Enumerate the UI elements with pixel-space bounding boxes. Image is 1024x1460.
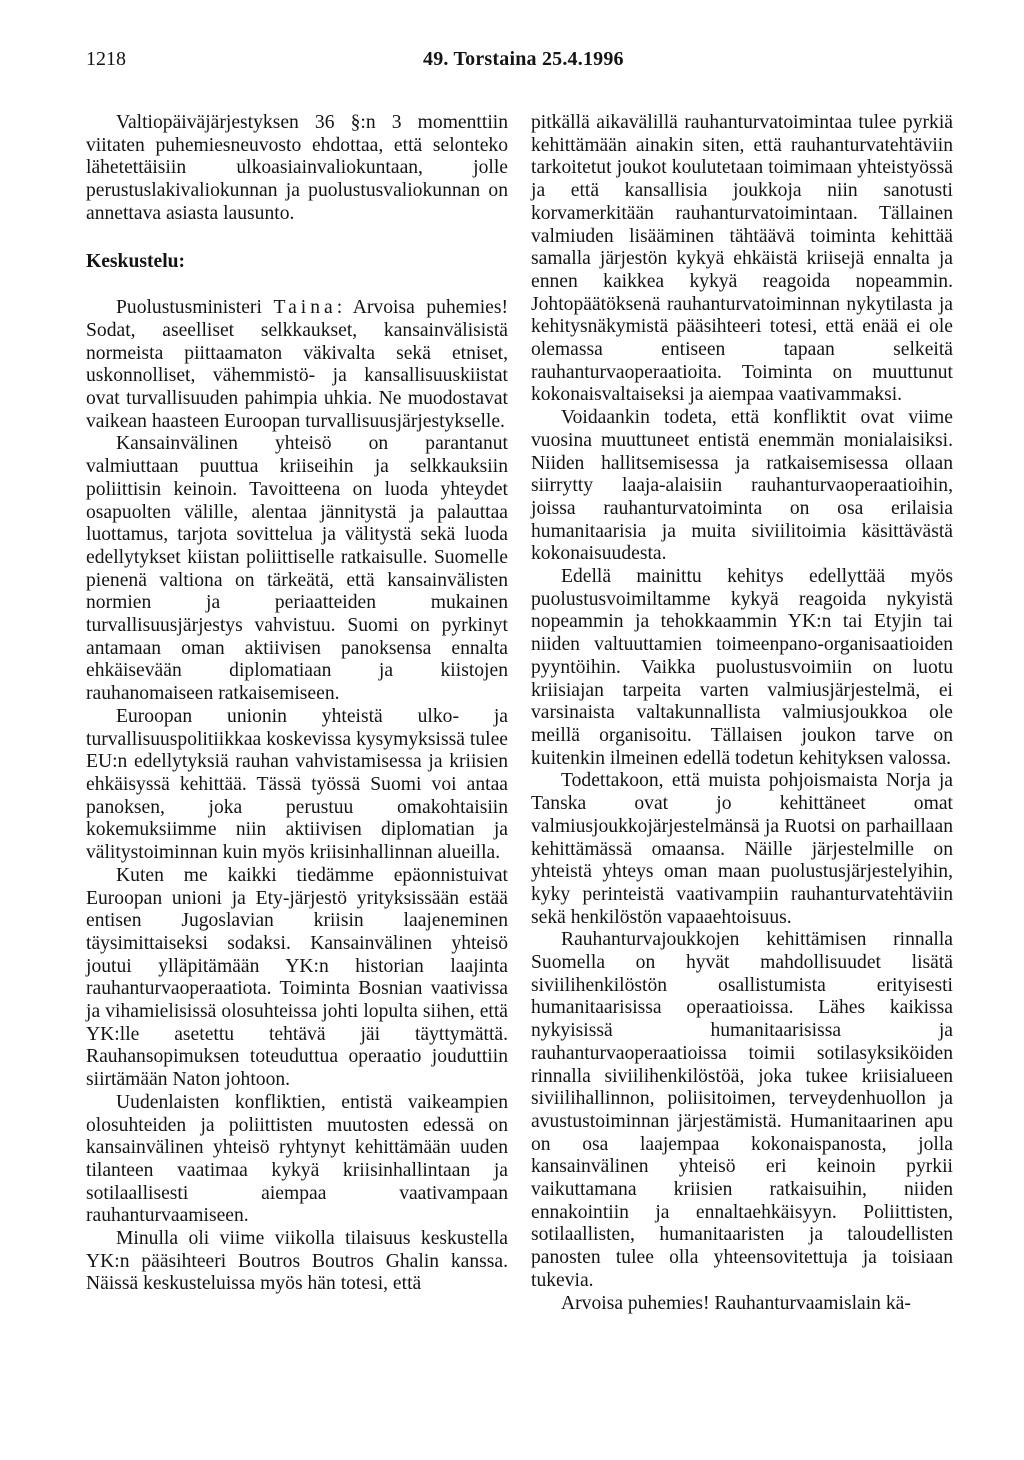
- body-paragraph: Kansainvälinen yhteisö on parantanut valmiuttaan puuttua kriiseihin ja selkkauksiin poliittisin keinoin. Tavoitteena on luoda yhteydet osapuolten välille, alentaa jännitystä ja palauttaa luottamus, tarjota sovittelua ja välitystä sekä luoda edellytykset kiistan poliittiselle ratkaisulle. Suomelle pienenä valtiona on tärkeätä, että kansainvälisten normien ja periaatteiden mukainen turvallisuusjärjestys vahvistuu. Suomi on pyrkinyt antamaan oman aktiivisen panoksensa ennalta ehkäisevään diplomatiaan ja kiistojen rauhanomaiseen ratkaisemiseen.: [86, 433, 508, 705]
- speaker-name: Taina: [273, 297, 337, 319]
- body-paragraph: Uudenlaisten konfliktien, entistä vaikeampien olosuhteiden ja poliittisten muutosten edessä on kansainvälinen yhteisö ryhtynyt kehittämään uuden tilanteen vaatimaa kykyä kriisinhallintaan ja sotilaallisesti aiempaa vaativampaan rauhanturvaamiseen.: [86, 1091, 508, 1227]
- speech-opening-text: : Arvoisa puhemies! Sodat, aseelliset selkkaukset, kansainvälisistä normeista piittaamaton väkivalta sekä etniset, uskonnolliset, vähemmistö- ja kansallisuuskiistat ovat turvallisuuden pahimpia uhkia. Ne muodostavat vaikean haasteen Euroopan turvallisuusjärjestykselle.: [86, 297, 508, 432]
- body-paragraph: Minulla oli viime viikolla tilaisuus keskustella YK:n pääsihteeri Boutros Boutros Ghalin kanssa. Näissä keskusteluissa myös hän totesi, että: [86, 1228, 508, 1295]
- left-column: [86, 112, 508, 1296]
- body-paragraph: Edellä mainittu kehitys edellyttää myös puolustusvoimiltamme kykyä reagoida nykyistä nopeammin ja tehokkaammin YK:n tai Etyjin tai niiden valtuuttamien toimeenpano-organisaatioiden pyyntöihin. Vaikka puolustusvoimiin on luotu kriisiajan tarpeita varten valmiusjärjestelmä, ei varsinaista valtakunnallista valmiusjoukkoa ole meillä organisoitu. Tällaisen joukon tarve on kuitenkin ilmeinen edellä todetun kehityksen valossa.: [531, 566, 953, 769]
- right-column: [531, 112, 953, 1315]
- body-paragraph: Kuten me kaikki tiedämme epäonnistuivat Euroopan unioni ja Ety-järjestö yrityksissään estää entisen Jugoslavian kriisin laajeneminen täysimittaiseksi sodaksi. Kansainvälinen yhteisö joutui ylläpitämään YK:n historian laajinta rauhanturvaoperaatiota. Toiminta Bosnian vaativissa ja vihamielisissä olosuhteissa johti lopulta siihen, että YK:lle asetettu tehtävä jäi täyttymättä. Rauhansopimuksen toteuduttua operaatio jouduttiin siirtämään Naton johtoon.: [86, 864, 508, 1091]
- page-number: 1218: [86, 48, 126, 70]
- running-title: 49. Torstaina 25.4.1996: [423, 48, 624, 70]
- body-paragraph: Voidaankin todeta, että konfliktit ovat viime vuosina muuttuneet entistä enemmän monialaisiksi. Niiden hallitsemisessa ja ratkaisemisessa ollaan siirrytty laaja-alaisiin rauhanturvaoperaatioihin, joissa rauhanturvatoiminta on osa erilaisia humanitaarisia ja muita siviilitoimia käsittävästä kokonaisuudesta.: [531, 407, 953, 565]
- body-paragraph: Euroopan unionin yhteistä ulko- ja turvallisuuspolitiikkaa koskevissa kysymyksissä tulee EU:n edellytyksiä rauhan vahvistamisessa ja kriisien ehkäisyssä kehittää. Tässä työssä Suomi voi antaa panoksen, joka perustuu omakohtaisiin kokemuksiimme niin aktiivisen diplomatian ja välitystoiminnan kuin myös kriisinhallinnan alueilla.: [86, 705, 508, 864]
- body-paragraph: Arvoisa puhemies! Rauhanturvaamislain kä-: [561, 1292, 911, 1314]
- intro-paragraph: Valtiopäiväjärjestyksen 36 §:n 3 momenttiin viitaten puhemiesneuvosto ehdottaa, että selonteko lähetettäisiin ulkoasiainvaliokuntaan, jolle perustuslakivaliokunnan ja puolustusvaliokunnan on annettava asiasta lausunto.: [86, 112, 508, 224]
- body-paragraph: Todettakoon, että muista pohjoismaista Norja ja Tanska ovat jo kehittäneet omat valmiusjoukkojärjestelmänsä ja Ruotsi on parhaillaan kehittämässä omaansa. Näille järjestelmille on yhteistä yhteys oman maan puolustusjärjestelyihin, kyky perinteistä vaativampiin rauhanturvatehtäviin sekä henkilöstön vapaaehtoisuus.: [531, 770, 953, 928]
- section-heading: Keskustelu:: [86, 250, 186, 272]
- body-paragraph: Rauhanturvajoukkojen kehittämisen rinnalla Suomella on hyvät mahdollisuudet lisätä siviilihenkilöstön osallistumista erityisesti humanitaarisissa operaatioissa. Lähes kaikissa nykyisissä humanitaarisissa ja rauhanturvaoperaatioissa toimii sotilasyksiköiden rinnalla siviilihenkilöstöä, joka tukee kriisialueen siviilihallinnon, poliisitoimen, terveydenhuollon ja avustustoiminnan järjestämistä. Humanitaarinen apu on osa laajempaa kokonaispanosta, jolla kansainvälinen yhteisö eri keinoin pyrkii vaikuttamana kriisien ratkaisuihin, niiden ennakointiin ja ennaltaehkäisyyn. Poliittisten, sotilaallisten, humanitaaristen ja taloudellisten panosten tulee olla yhteensovitettuja ja toisiaan tukevia.: [531, 929, 953, 1291]
- continued-paragraph: pitkällä aikavälillä rauhanturvatoimintaa tulee pyrkiä kehittämään ainakin siten, että rauhanturvatehtäviin tarkoitetut joukot koulutetaan toimimaan yhteistyössä ja että kansallisia joukkoja niin sanotusti korvamerkitään rauhanturvatoimintaan. Tällainen valmiuden lisääminen tähtäävä toiminta kehittää samalla järjestön kykyä ehkäistä kriisejä ennalta ja ennen kaikkea kykyä reagoida nopeammin. Johtopäätöksenä rauhanturvatoiminnan nykytilasta ja kehitysnäkymistä pääsihteeri totesi, että enää ei ole olemassa entiseen tapaan selkeitä rauhanturvaoperaatioita. Toiminta on muuttunut kokonaisvaltaiseksi ja aiempaa vaativammaksi.: [531, 112, 953, 406]
- speaker-title: Puolustusministeri: [116, 297, 262, 319]
- page-header: [86, 48, 938, 80]
- speech-opening-paragraph: [86, 297, 508, 433]
